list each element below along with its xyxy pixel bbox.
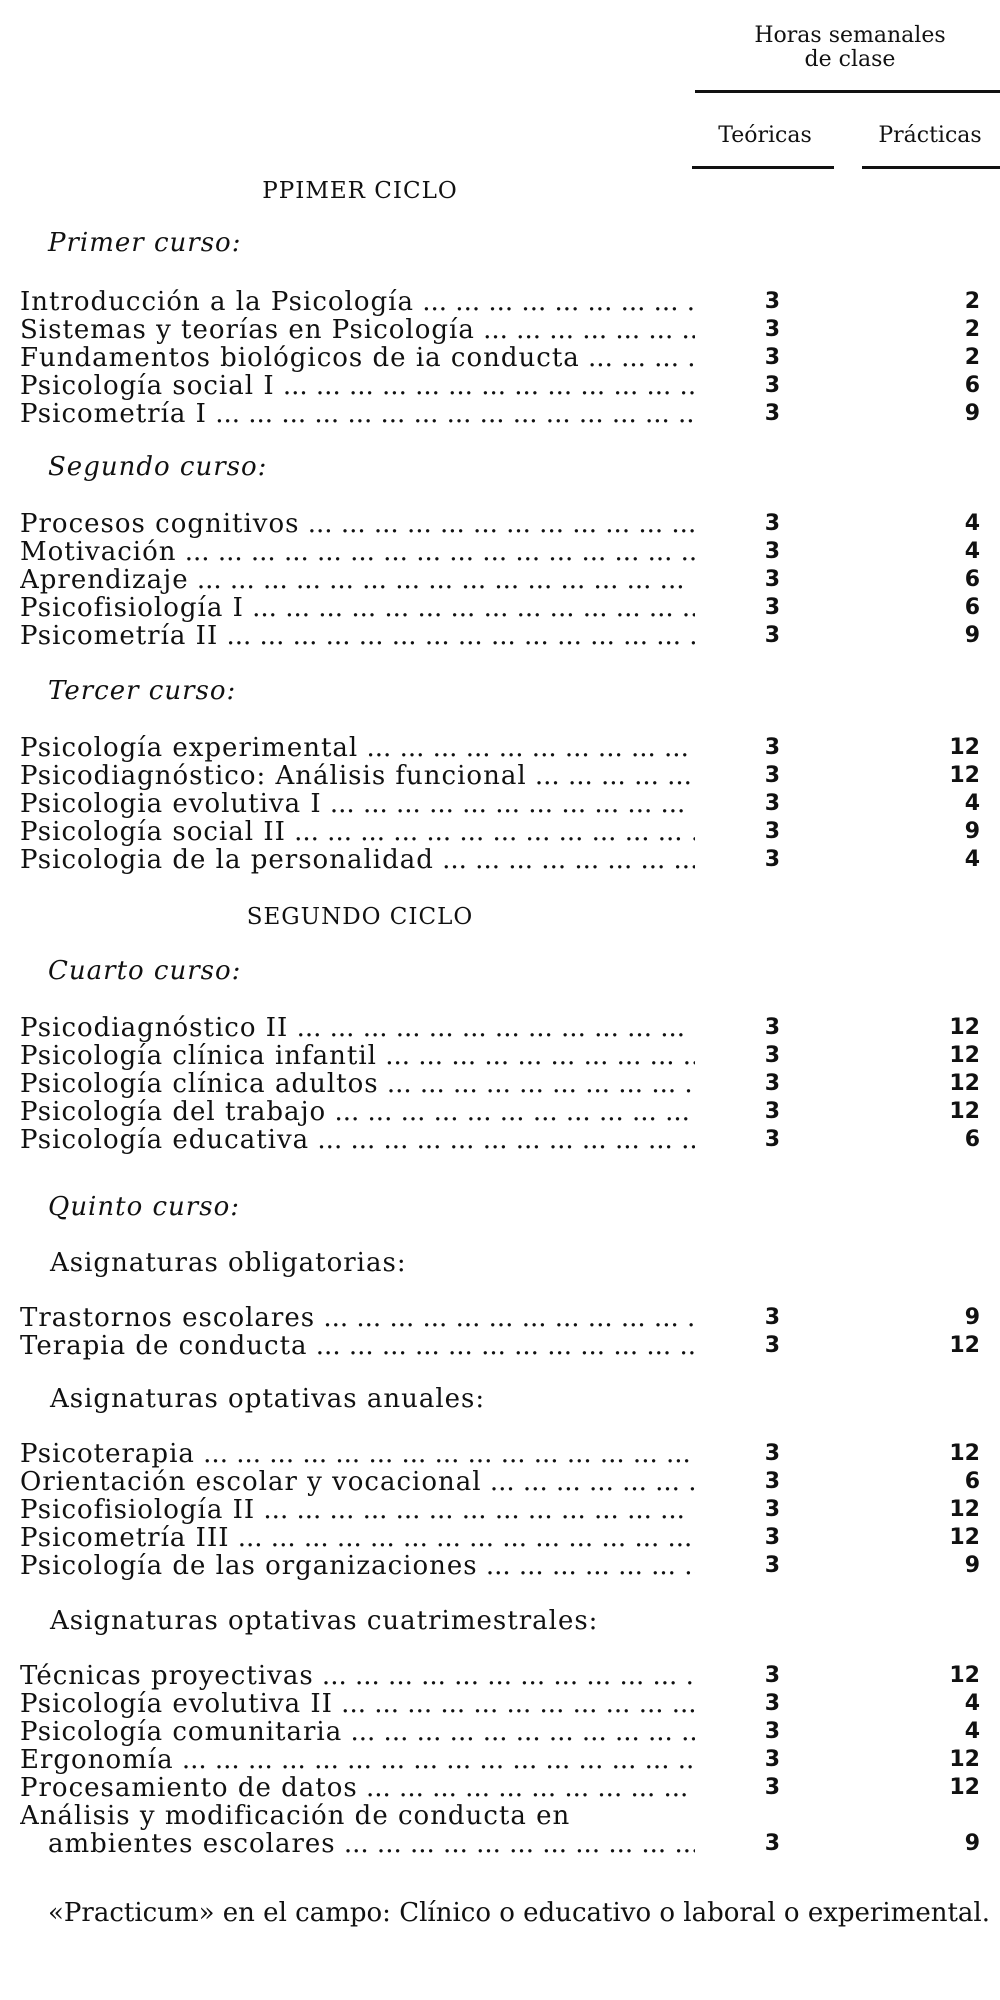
hours-teoricas: 3 [764,1099,780,1124]
subject-name: Psicología clínica adultos ... . [20,1070,695,1098]
hours-practicas: 12 [949,763,980,788]
subject-name: Psicología evolutiva II ... . [20,1690,695,1718]
hours-teoricas: 3 [764,511,780,536]
hours-teoricas: 3 [764,1071,780,1096]
group-label-obligatorias: Asignaturas obligatorias: [50,1248,407,1278]
hours-teoricas: 3 [764,567,780,592]
hours-practicas: 12 [949,735,980,760]
column-header-teoricas: Teóricas [718,123,812,148]
table-row [0,1496,1000,1524]
group-label-optativas-cuatrimestrales: Asignaturas optativas cuatrimestrales: [50,1606,599,1636]
hours-teoricas: 3 [764,401,780,426]
table-row [0,1524,1000,1552]
table-row [0,1332,1000,1360]
hours-teoricas: 3 [764,1015,780,1040]
column-group-title-line1: Horas semanales [754,23,946,48]
hours-practicas: 12 [949,1663,980,1688]
hours-teoricas: 3 [764,1305,780,1330]
table-row [0,1098,1000,1126]
hours-practicas: 9 [964,1305,980,1330]
table-row [0,316,1000,344]
table-row [0,846,1000,874]
subject-name-line1: Análisis y modificación de conducta en [20,1802,571,1830]
subject-name: Ergonomía ... . [20,1746,695,1774]
table-row [0,1746,1000,1774]
hours-practicas: 4 [964,511,980,536]
table-row [0,344,1000,372]
subject-name: Psicología social I ... . [20,372,695,400]
table-row [0,1468,1000,1496]
hours-practicas: 4 [964,791,980,816]
practicum-note: «Practicum» en el campo: Clínico o educativo o laboral o experimental. [48,1898,990,1928]
hours-teoricas: 3 [764,735,780,760]
subject-name: Psicología social II ... . [20,818,695,846]
subject-name: Psicología educativa ... . [20,1126,695,1154]
hours-practicas: 9 [964,623,980,648]
hours-practicas: 12 [949,1333,980,1358]
hours-practicas: 6 [964,1127,980,1152]
hours-teoricas: 3 [764,539,780,564]
subject-name: Psicología experimental ... . [20,734,695,762]
hours-practicas: 2 [964,345,980,370]
subject-name: Psicodiagnóstico II ... . [20,1014,695,1042]
hours-practicas: 12 [949,1015,980,1040]
hours-teoricas: 3 [764,1831,780,1856]
hours-practicas: 12 [949,1747,980,1772]
cycle-title-primer: PPIMER CICLO [262,178,458,204]
table-row [0,1802,1000,1830]
subject-name: Aprendizaje ... . [20,566,695,594]
hours-practicas: 9 [964,1831,980,1856]
column-header-practicas: Prácticas [878,123,982,148]
subject-name: Psicología clínica infantil ... . [20,1042,695,1070]
table-row [0,1042,1000,1070]
hours-teoricas: 3 [764,1497,780,1522]
course-label-primer: Primer curso: [48,228,242,258]
header-rule-teoricas [692,166,834,169]
hours-practicas: 12 [949,1775,980,1800]
hours-practicas: 6 [964,1469,980,1494]
hours-practicas: 6 [964,567,980,592]
table-row [0,622,1000,650]
subject-name: Motivación ... . [20,538,695,566]
hours-teoricas: 3 [764,1691,780,1716]
hours-practicas: 9 [964,401,980,426]
hours-teoricas: 3 [764,847,780,872]
hours-practicas: 6 [964,595,980,620]
table-row [0,1774,1000,1802]
course-label-tercer: Tercer curso: [48,676,237,706]
subject-name: Técnicas proyectivas ... . [20,1662,695,1690]
table-row [0,1830,1000,1858]
hours-practicas: 2 [964,317,980,342]
table-row [0,538,1000,566]
table-row [0,594,1000,622]
hours-teoricas: 3 [764,1553,780,1578]
hours-practicas: 12 [949,1043,980,1068]
hours-teoricas: 3 [764,791,780,816]
subject-name: Orientación escolar y vocacional ... . [20,1468,695,1496]
subject-name: Terapia de conducta ... . [20,1332,695,1360]
subject-name: Fundamentos biológicos de ia conducta ... . [20,344,695,372]
table-row [0,1304,1000,1332]
table-row [0,372,1000,400]
hours-teoricas: 3 [764,1775,780,1800]
subject-name: Introducción a la Psicología ... . [20,288,695,316]
header-rule-practicas [862,166,1000,169]
hours-practicas: 4 [964,539,980,564]
subject-name: Psicometría I ... . [20,400,695,428]
table-row [0,790,1000,818]
hours-teoricas: 3 [764,1441,780,1466]
table-row [0,288,1000,316]
subject-name: Psicologia evolutiva I ... . [20,790,695,818]
subject-name-line2: ambientes escolares ... . [48,1830,695,1858]
table-row [0,1552,1000,1580]
hours-practicas: 12 [949,1497,980,1522]
subject-name: Psicometría II ... . [20,622,695,650]
hours-practicas: 12 [949,1099,980,1124]
table-row [0,1718,1000,1746]
hours-teoricas: 3 [764,1127,780,1152]
hours-teoricas: 3 [764,289,780,314]
hours-practicas: 12 [949,1441,980,1466]
table-row [0,1014,1000,1042]
subject-name: Psicología del trabajo ... . [20,1098,695,1126]
subject-name: Psicometría III ... . [20,1524,695,1552]
subject-name: Procesamiento de datos ... . [20,1774,695,1802]
hours-teoricas: 3 [764,763,780,788]
hours-teoricas: 3 [764,595,780,620]
subject-name: Psicofisiología II ... . [20,1496,695,1524]
hours-practicas: 12 [949,1525,980,1550]
hours-teoricas: 3 [764,345,780,370]
course-label-segundo: Segundo curso: [48,452,268,482]
table-row [0,762,1000,790]
subject-name: Trastornos escolares ... . [20,1304,695,1332]
hours-teoricas: 3 [764,819,780,844]
hours-teoricas: 3 [764,1333,780,1358]
subject-name: Psicología de las organizaciones ... . [20,1552,695,1580]
hours-teoricas: 3 [764,1525,780,1550]
hours-teoricas: 3 [764,1747,780,1772]
hours-teoricas: 3 [764,1663,780,1688]
course-label-cuarto: Cuarto curso: [48,956,242,986]
table-row [0,1126,1000,1154]
subject-name: Sistemas y teorías en Psicología ... . [20,316,695,344]
subject-name: Psicología comunitaria ... . [20,1718,695,1746]
hours-practicas: 2 [964,289,980,314]
hours-practicas: 4 [964,847,980,872]
subject-name: Psicofisiología I ... . [20,594,695,622]
hours-teoricas: 3 [764,623,780,648]
subject-name: Psicologia de la personalidad ... . [20,846,695,874]
table-row [0,1070,1000,1098]
table-row [0,510,1000,538]
hours-practicas: 4 [964,1719,980,1744]
course-label-quinto: Quinto curso: [48,1192,240,1222]
hours-practicas: 4 [964,1691,980,1716]
hours-teoricas: 3 [764,1469,780,1494]
subject-name: Psicoterapia ... . [20,1440,695,1468]
table-row [0,566,1000,594]
hours-teoricas: 3 [764,1043,780,1068]
hours-practicas: 12 [949,1071,980,1096]
column-group-title [700,24,1000,72]
group-label-optativas-anuales: Asignaturas optativas anuales: [50,1384,486,1414]
table-row [0,1662,1000,1690]
hours-practicas: 6 [964,373,980,398]
table-row [0,734,1000,762]
table-row [0,1440,1000,1468]
subject-name: Psicodiagnóstico: Análisis funcional ... . [20,762,695,790]
hours-teoricas: 3 [764,373,780,398]
column-group-title-line2: de clase [804,47,896,72]
hours-practicas: 9 [964,819,980,844]
subject-name: Procesos cognitivos ... . [20,510,695,538]
cycle-title-segundo: SEGUNDO CICLO [246,904,474,930]
table-row [0,1690,1000,1718]
hours-teoricas: 3 [764,317,780,342]
hours-practicas: 9 [964,1553,980,1578]
header-rule-top [695,90,1000,93]
table-row [0,400,1000,428]
hours-teoricas: 3 [764,1719,780,1744]
table-row [0,818,1000,846]
